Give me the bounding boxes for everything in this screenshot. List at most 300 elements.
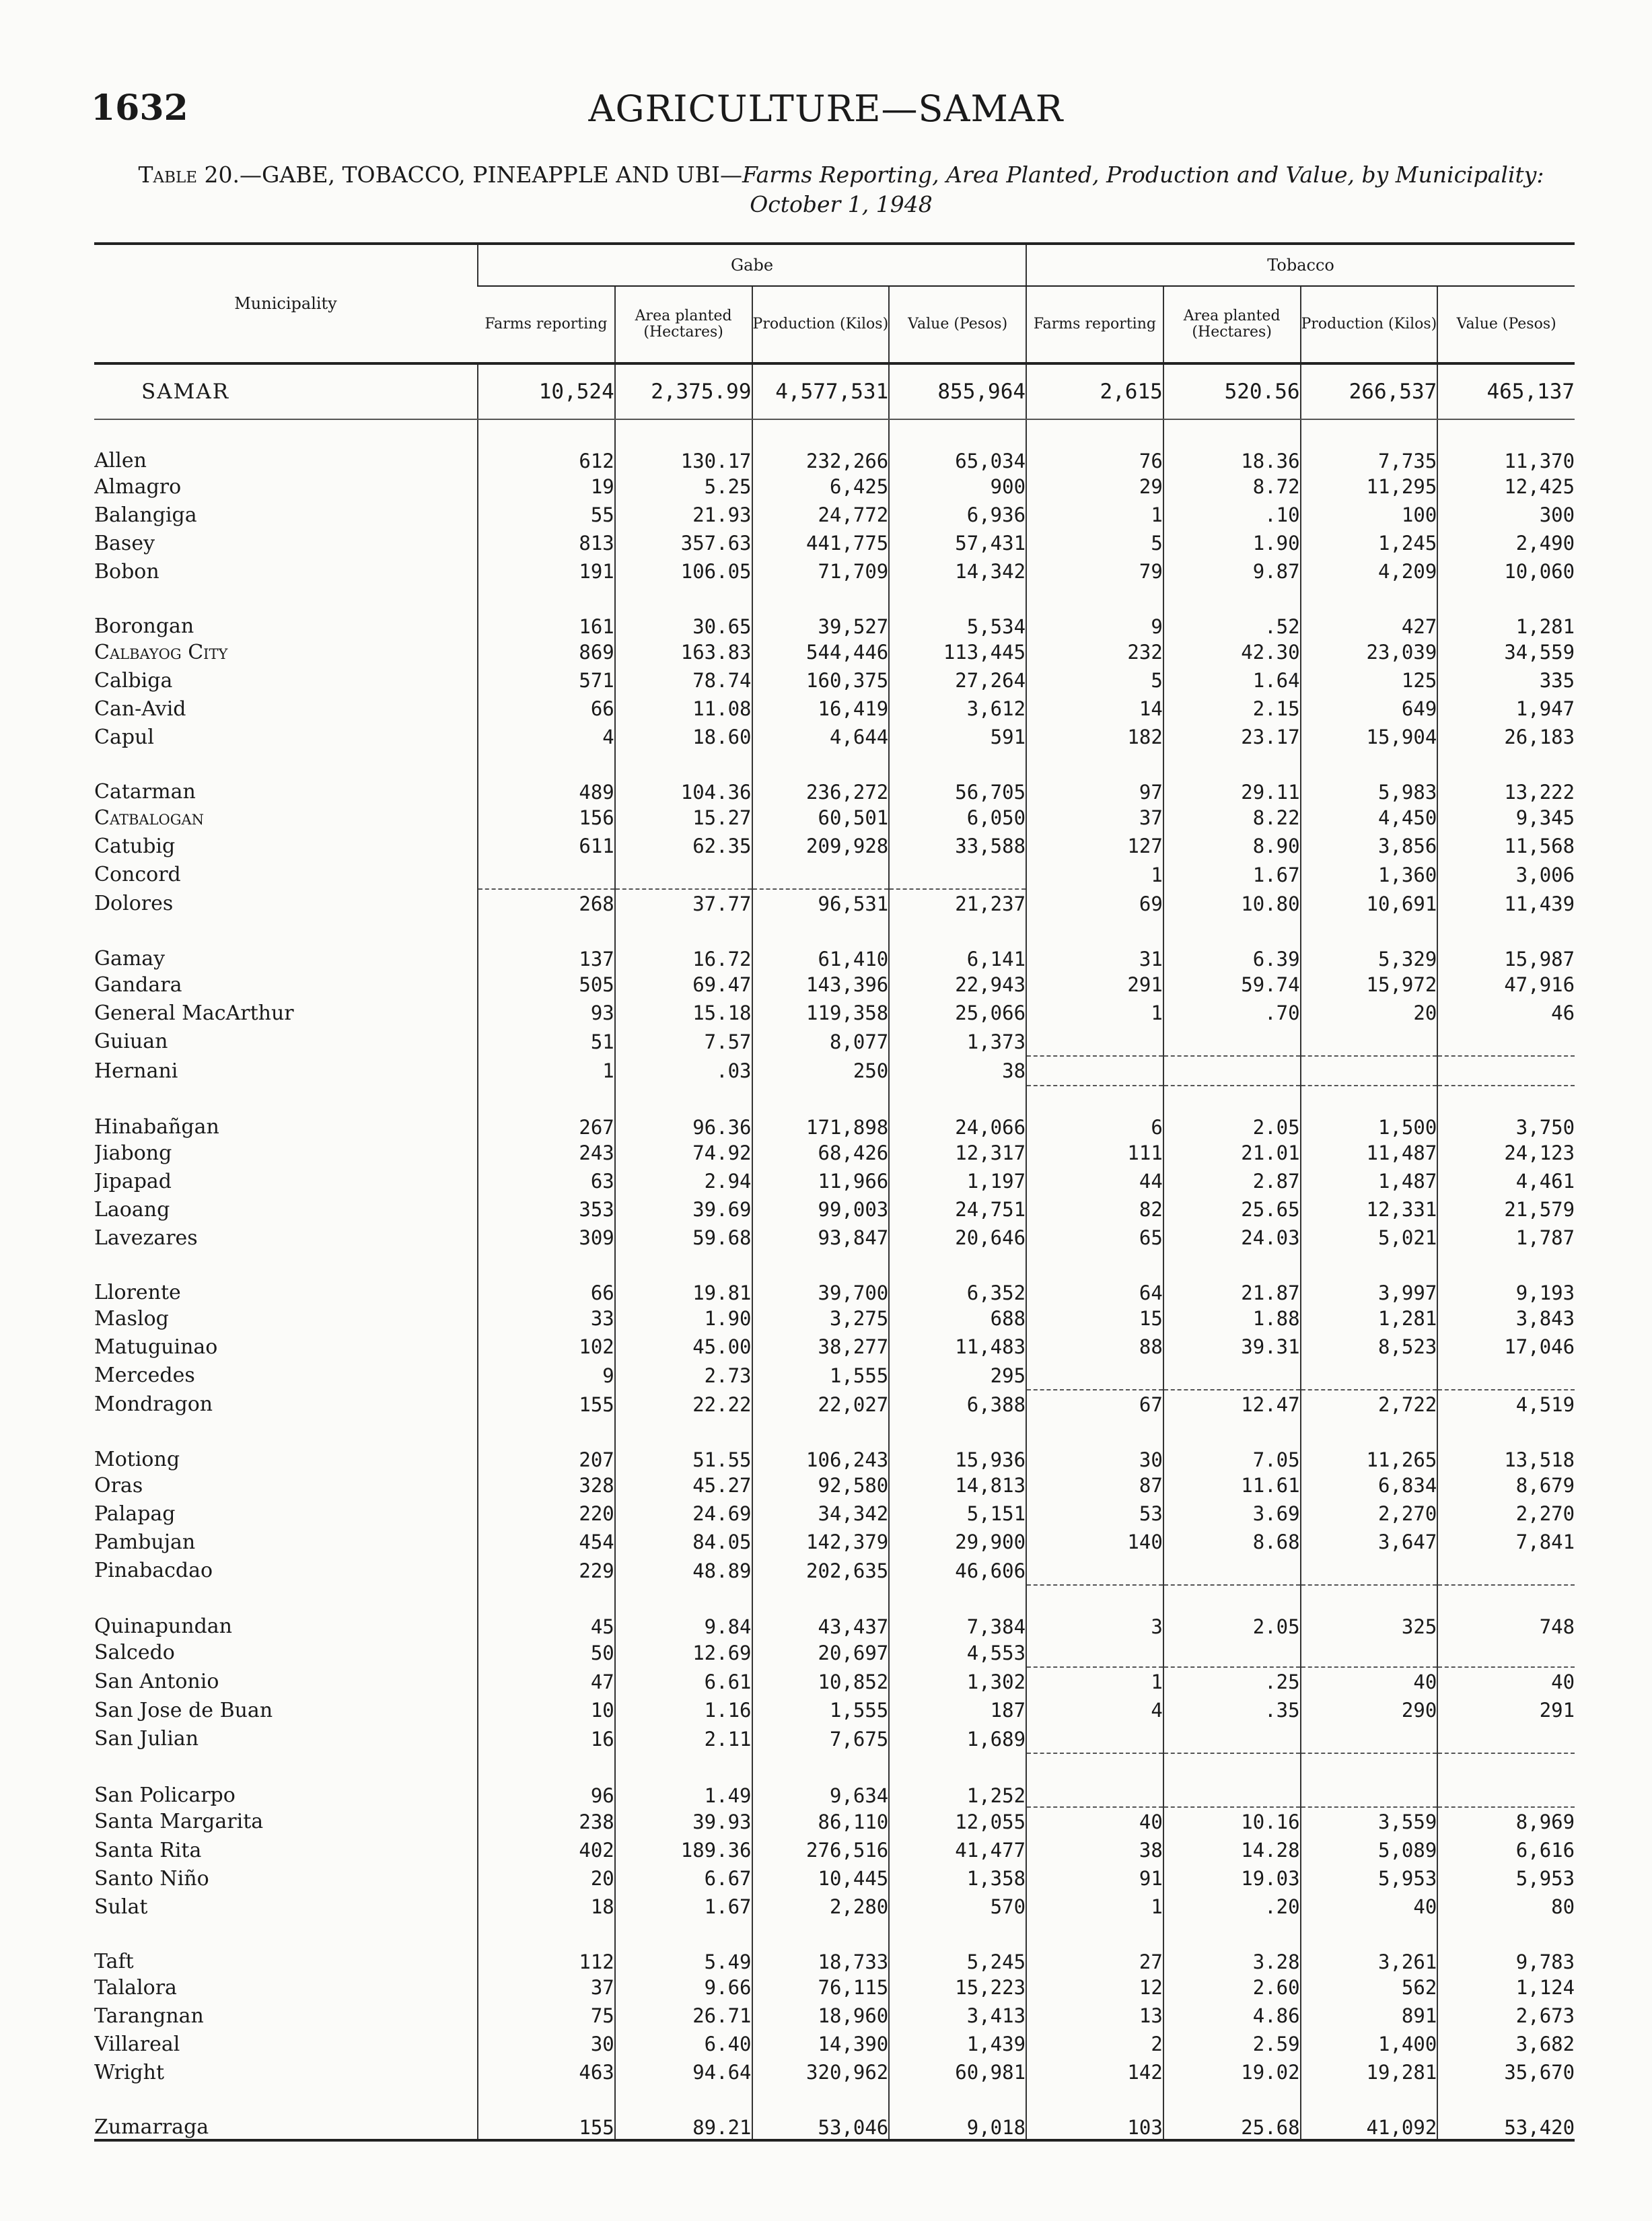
data-cell: 96,531 bbox=[752, 889, 890, 918]
municipality-name: Hernani bbox=[94, 1059, 178, 1083]
data-cell: .25 bbox=[1163, 1667, 1301, 1696]
data-cell: 56,705 bbox=[889, 751, 1026, 804]
data-cell: 2,673 bbox=[1437, 2002, 1575, 2030]
data-cell: 3,682 bbox=[1437, 2030, 1575, 2058]
data-cell: 7.57 bbox=[615, 1027, 752, 1056]
municipality-name: Dolores bbox=[94, 892, 174, 915]
data-cell: 1.67 bbox=[1163, 860, 1301, 889]
data-cell: 1,360 bbox=[1301, 860, 1438, 889]
data-cell: 25.65 bbox=[1163, 1195, 1301, 1224]
data-cell: 5,534 bbox=[889, 586, 1026, 638]
data-cell: 111 bbox=[1026, 1139, 1163, 1167]
municipality-name: Mercedes bbox=[94, 1364, 195, 1387]
total-cell: 520.56 bbox=[1163, 363, 1301, 419]
municipality-name: Pambujan bbox=[94, 1530, 196, 1554]
data-cell: 22.22 bbox=[615, 1390, 752, 1419]
data-cell: 171,898 bbox=[752, 1086, 890, 1139]
data-cell: 1 bbox=[1026, 1893, 1163, 1921]
data-cell: 1,947 bbox=[1437, 695, 1575, 723]
data-cell: 39.31 bbox=[1163, 1333, 1301, 1361]
data-cell: 78.74 bbox=[615, 666, 752, 695]
municipality-name: Gamay bbox=[94, 947, 166, 971]
table-row bbox=[94, 1585, 1575, 1638]
data-cell: 15,987 bbox=[1437, 918, 1575, 971]
municipality-name: Palapag bbox=[94, 1502, 176, 1526]
data-cell: 140 bbox=[1026, 1528, 1163, 1556]
data-cell: 3,843 bbox=[1437, 1304, 1575, 1333]
data-cell: 19.02 bbox=[1163, 2058, 1301, 2086]
data-cell: 8.72 bbox=[1163, 472, 1301, 501]
data-cell: 5,245 bbox=[889, 1921, 1026, 1973]
data-cell: 6,936 bbox=[889, 501, 1026, 529]
municipality-name: Matuguinao bbox=[94, 1335, 218, 1359]
data-cell: 1 bbox=[478, 1056, 615, 1086]
data-cell: 65,034 bbox=[889, 419, 1026, 472]
data-cell: 82 bbox=[1026, 1195, 1163, 1224]
data-cell: 328 bbox=[478, 1471, 615, 1500]
data-cell: 142,379 bbox=[752, 1528, 890, 1556]
table-row bbox=[94, 832, 1575, 860]
data-cell: 87 bbox=[1026, 1471, 1163, 1500]
data-cell: 11.08 bbox=[615, 695, 752, 723]
data-cell bbox=[1163, 1056, 1301, 1086]
data-cell: 900 bbox=[889, 472, 1026, 501]
data-cell: 155 bbox=[478, 2086, 615, 2140]
data-cell: 11,966 bbox=[752, 1167, 890, 1195]
data-cell: 1,555 bbox=[752, 1696, 890, 1724]
data-cell: 5,021 bbox=[1301, 1224, 1438, 1252]
municipality-name: Maslog bbox=[94, 1306, 169, 1331]
data-cell: 57,431 bbox=[889, 529, 1026, 557]
municipality-name: Bobon bbox=[94, 559, 159, 584]
data-cell: 3,006 bbox=[1437, 860, 1575, 889]
data-cell: 209,928 bbox=[752, 832, 890, 860]
table-row bbox=[94, 2030, 1575, 2058]
data-cell: 1 bbox=[1026, 1667, 1163, 1696]
data-cell: 76 bbox=[1026, 419, 1163, 472]
data-cell: .70 bbox=[1163, 999, 1301, 1027]
data-cell: 10.80 bbox=[1163, 889, 1301, 918]
table-body bbox=[94, 363, 1575, 2140]
table-row bbox=[94, 1333, 1575, 1361]
municipality-name: Quinapundan bbox=[94, 1615, 232, 1638]
data-cell: 4,644 bbox=[752, 723, 890, 751]
data-cell: 27,264 bbox=[889, 666, 1026, 695]
data-cell: 47 bbox=[478, 1667, 615, 1696]
table-row bbox=[94, 860, 1575, 889]
data-cell: 6,352 bbox=[889, 1252, 1026, 1304]
data-cell: .03 bbox=[615, 1056, 752, 1086]
data-cell bbox=[1163, 1027, 1301, 1056]
data-cell: 6.61 bbox=[615, 1667, 752, 1696]
data-cell: 20 bbox=[478, 1864, 615, 1893]
data-cell: 127 bbox=[1026, 832, 1163, 860]
data-cell: 97 bbox=[1026, 751, 1163, 804]
data-cell: 5.25 bbox=[615, 472, 752, 501]
municipality-name: Jipapad bbox=[94, 1169, 172, 1193]
data-cell: 1,373 bbox=[889, 1027, 1026, 1056]
municipality-name: Pinabacdao bbox=[94, 1559, 213, 1582]
data-cell: 39.93 bbox=[615, 1807, 752, 1836]
data-cell: 21.87 bbox=[1163, 1252, 1301, 1304]
data-cell: 6,425 bbox=[752, 472, 890, 501]
data-cell: 21.93 bbox=[615, 501, 752, 529]
data-cell bbox=[1301, 1556, 1438, 1585]
data-cell: 238 bbox=[478, 1807, 615, 1836]
data-cell: 9,783 bbox=[1437, 1921, 1575, 1973]
data-cell: 243 bbox=[478, 1139, 615, 1167]
data-cell: 9,345 bbox=[1437, 804, 1575, 832]
data-cell: 48.89 bbox=[615, 1556, 752, 1585]
total-cell: 2,375.99 bbox=[615, 363, 752, 419]
table-row bbox=[94, 751, 1575, 804]
data-cell: 463 bbox=[478, 2058, 615, 2086]
data-cell: 489 bbox=[478, 751, 615, 804]
table-row bbox=[94, 557, 1575, 586]
data-cell: 23.17 bbox=[1163, 723, 1301, 751]
data-cell: 88 bbox=[1026, 1333, 1163, 1361]
data-cell: 25.68 bbox=[1163, 2086, 1301, 2140]
data-cell: 37 bbox=[478, 1973, 615, 2002]
municipality-name: Santo Niño bbox=[94, 1866, 209, 1891]
data-cell: 189.36 bbox=[615, 1836, 752, 1864]
data-cell: 142 bbox=[1026, 2058, 1163, 2086]
data-cell bbox=[889, 860, 1026, 889]
column-header: Area planted (Hectares) bbox=[1163, 286, 1301, 363]
table-row bbox=[94, 971, 1575, 999]
data-cell: 3,559 bbox=[1301, 1807, 1438, 1836]
data-cell: 125 bbox=[1301, 666, 1438, 695]
data-cell: 96.36 bbox=[615, 1086, 752, 1139]
data-cell: 232,266 bbox=[752, 419, 890, 472]
data-cell bbox=[1437, 1753, 1575, 1807]
data-cell: 268 bbox=[478, 889, 615, 918]
data-table bbox=[94, 242, 1575, 2142]
data-cell: 63 bbox=[478, 1167, 615, 1195]
data-cell: 19,281 bbox=[1301, 2058, 1438, 2086]
data-cell: 40 bbox=[1301, 1893, 1438, 1921]
data-cell: 5,329 bbox=[1301, 918, 1438, 971]
data-cell: 15,972 bbox=[1301, 971, 1438, 999]
municipality-name: Motiong bbox=[94, 1448, 180, 1471]
municipality-name: Catarman bbox=[94, 780, 196, 804]
data-cell: 160,375 bbox=[752, 666, 890, 695]
data-cell: 5,151 bbox=[889, 1500, 1026, 1528]
data-cell: 8,077 bbox=[752, 1027, 890, 1056]
data-cell: 591 bbox=[889, 723, 1026, 751]
table-row bbox=[94, 1252, 1575, 1304]
data-cell: 51 bbox=[478, 1027, 615, 1056]
data-cell: 29.11 bbox=[1163, 751, 1301, 804]
table-row bbox=[94, 1921, 1575, 1973]
data-cell: 43,437 bbox=[752, 1585, 890, 1638]
table-row bbox=[94, 1724, 1575, 1753]
data-cell: 60,981 bbox=[889, 2058, 1026, 2086]
data-cell: 2.87 bbox=[1163, 1167, 1301, 1195]
data-cell: 74.92 bbox=[615, 1139, 752, 1167]
data-cell: 94.64 bbox=[615, 2058, 752, 2086]
data-cell: 3.28 bbox=[1163, 1921, 1301, 1973]
table-row bbox=[94, 1807, 1575, 1836]
data-cell bbox=[1301, 1056, 1438, 1086]
municipality-name: Concord bbox=[94, 863, 181, 886]
table-row bbox=[94, 1836, 1575, 1864]
data-cell: 99,003 bbox=[752, 1195, 890, 1224]
table-row bbox=[94, 695, 1575, 723]
table-row bbox=[94, 918, 1575, 971]
data-cell: 15,936 bbox=[889, 1419, 1026, 1471]
data-cell: 4.86 bbox=[1163, 2002, 1301, 2030]
data-cell: 320,962 bbox=[752, 2058, 890, 2086]
data-cell: 15,904 bbox=[1301, 723, 1438, 751]
data-cell: 45.00 bbox=[615, 1333, 752, 1361]
data-cell: 1,302 bbox=[889, 1667, 1026, 1696]
data-cell: 21,579 bbox=[1437, 1195, 1575, 1224]
caption-label: Table 20. bbox=[138, 162, 240, 188]
table-row bbox=[94, 804, 1575, 832]
municipality-name: Sulat bbox=[94, 1895, 148, 1919]
data-cell: 11,487 bbox=[1301, 1139, 1438, 1167]
data-cell: 5,953 bbox=[1301, 1864, 1438, 1893]
data-cell: 505 bbox=[478, 971, 615, 999]
data-cell: 1,787 bbox=[1437, 1224, 1575, 1252]
data-cell: 3,612 bbox=[889, 695, 1026, 723]
data-cell: 229 bbox=[478, 1556, 615, 1585]
table-row bbox=[94, 723, 1575, 751]
data-cell: 18,960 bbox=[752, 2002, 890, 2030]
data-cell bbox=[1301, 1724, 1438, 1753]
data-cell: 402 bbox=[478, 1836, 615, 1864]
table-row bbox=[94, 1667, 1575, 1696]
data-cell: 6,616 bbox=[1437, 1836, 1575, 1864]
data-cell: 236,272 bbox=[752, 751, 890, 804]
data-cell: 24,123 bbox=[1437, 1139, 1575, 1167]
data-cell: 12,055 bbox=[889, 1807, 1026, 1836]
municipality-name: Calbiga bbox=[94, 668, 173, 693]
data-cell: 1,487 bbox=[1301, 1167, 1438, 1195]
municipality-name: Calbayog City bbox=[94, 640, 228, 664]
data-cell: 161 bbox=[478, 586, 615, 638]
data-cell: 15.18 bbox=[615, 999, 752, 1027]
data-cell: 38 bbox=[1026, 1836, 1163, 1864]
data-cell: 18 bbox=[478, 1893, 615, 1921]
data-cell: 1,197 bbox=[889, 1167, 1026, 1195]
data-cell: 130.17 bbox=[615, 419, 752, 472]
data-cell: 163.83 bbox=[615, 638, 752, 666]
data-cell: 11,483 bbox=[889, 1333, 1026, 1361]
data-cell: 100 bbox=[1301, 501, 1438, 529]
data-cell bbox=[1026, 1724, 1163, 1753]
data-cell bbox=[1163, 1556, 1301, 1585]
data-cell: 309 bbox=[478, 1224, 615, 1252]
table-row bbox=[94, 1893, 1575, 1921]
data-cell: 5 bbox=[1026, 666, 1163, 695]
data-cell: 42.30 bbox=[1163, 638, 1301, 666]
data-cell: 1.67 bbox=[615, 1893, 752, 1921]
table-row bbox=[94, 1864, 1575, 1893]
data-cell: 1,252 bbox=[889, 1753, 1026, 1807]
table-row bbox=[94, 1027, 1575, 1056]
column-header: Production (Kilos) bbox=[1301, 286, 1438, 363]
data-cell: 22,943 bbox=[889, 971, 1026, 999]
data-cell: 2,280 bbox=[752, 1893, 890, 1921]
data-cell: 7,384 bbox=[889, 1585, 1026, 1638]
table-row bbox=[94, 1361, 1575, 1390]
data-cell: 1.88 bbox=[1163, 1304, 1301, 1333]
data-cell: 75 bbox=[478, 2002, 615, 2030]
data-cell: 14,342 bbox=[889, 557, 1026, 586]
data-cell bbox=[1026, 1056, 1163, 1086]
data-cell: 1.90 bbox=[1163, 529, 1301, 557]
data-cell: 89.21 bbox=[615, 2086, 752, 2140]
municipality-name: San Antonio bbox=[94, 1670, 219, 1693]
data-cell: 11.61 bbox=[1163, 1471, 1301, 1500]
municipality-header: Municipality bbox=[94, 244, 478, 363]
data-cell: 19.81 bbox=[615, 1252, 752, 1304]
municipality-name: Mondragon bbox=[94, 1392, 213, 1416]
data-cell: 3,856 bbox=[1301, 832, 1438, 860]
data-cell: 2,270 bbox=[1301, 1500, 1438, 1528]
data-cell: 46 bbox=[1437, 999, 1575, 1027]
data-cell: 15,223 bbox=[889, 1973, 1026, 2002]
table-row bbox=[94, 1696, 1575, 1724]
municipality-name: Allen bbox=[94, 449, 147, 472]
data-cell: .10 bbox=[1163, 501, 1301, 529]
data-cell: 29,900 bbox=[889, 1528, 1026, 1556]
data-cell: 325 bbox=[1301, 1585, 1438, 1638]
data-cell bbox=[1437, 1056, 1575, 1086]
data-cell: 1,439 bbox=[889, 2030, 1026, 2058]
data-cell: 891 bbox=[1301, 2002, 1438, 2030]
data-cell bbox=[752, 860, 890, 889]
data-cell: 45.27 bbox=[615, 1471, 752, 1500]
data-cell: 207 bbox=[478, 1419, 615, 1471]
data-cell: 570 bbox=[889, 1893, 1026, 1921]
data-cell: .20 bbox=[1163, 1893, 1301, 1921]
table-row bbox=[94, 2086, 1575, 2140]
table-row bbox=[94, 1528, 1575, 1556]
data-cell: 1 bbox=[1026, 501, 1163, 529]
municipality-name: San Policarpo bbox=[94, 1784, 236, 1807]
data-cell: 3,261 bbox=[1301, 1921, 1438, 1973]
data-cell: 60,501 bbox=[752, 804, 890, 832]
data-cell: 12,331 bbox=[1301, 1195, 1438, 1224]
data-cell: 1.16 bbox=[615, 1696, 752, 1724]
data-cell: 106,243 bbox=[752, 1419, 890, 1471]
data-cell: 182 bbox=[1026, 723, 1163, 751]
data-cell: 55 bbox=[478, 501, 615, 529]
municipality-name: Taft bbox=[94, 1950, 134, 1973]
data-cell: 24,772 bbox=[752, 501, 890, 529]
table-row bbox=[94, 1556, 1575, 1585]
data-cell: 1,358 bbox=[889, 1864, 1026, 1893]
data-cell: 14.28 bbox=[1163, 1836, 1301, 1864]
data-cell: 9 bbox=[478, 1361, 615, 1390]
data-cell: 1,281 bbox=[1437, 586, 1575, 638]
data-cell bbox=[1163, 1724, 1301, 1753]
data-cell: 86,110 bbox=[752, 1807, 890, 1836]
data-cell bbox=[1163, 1361, 1301, 1390]
data-cell: 33,588 bbox=[889, 832, 1026, 860]
data-cell: .52 bbox=[1163, 586, 1301, 638]
data-cell: 37 bbox=[1026, 804, 1163, 832]
data-cell: 6 bbox=[1026, 1086, 1163, 1139]
data-cell: 51.55 bbox=[615, 1419, 752, 1471]
data-cell: 5.49 bbox=[615, 1921, 752, 1973]
table-row bbox=[94, 1139, 1575, 1167]
table-caption bbox=[135, 160, 1548, 219]
data-cell: 12 bbox=[1026, 1973, 1163, 2002]
data-cell: 22,027 bbox=[752, 1390, 890, 1419]
data-cell: 20,697 bbox=[752, 1638, 890, 1667]
group-header-tobacco: Tobacco bbox=[1026, 244, 1575, 286]
column-header: Value (Pesos) bbox=[1437, 286, 1575, 363]
data-cell: 748 bbox=[1437, 1585, 1575, 1638]
table-row bbox=[94, 1304, 1575, 1333]
data-cell: 46,606 bbox=[889, 1556, 1026, 1585]
data-cell bbox=[1301, 1027, 1438, 1056]
data-cell: 5,983 bbox=[1301, 751, 1438, 804]
data-cell: 34,342 bbox=[752, 1500, 890, 1528]
data-cell: 67 bbox=[1026, 1390, 1163, 1419]
data-cell: 68,426 bbox=[752, 1139, 890, 1167]
data-cell: 13 bbox=[1026, 2002, 1163, 2030]
data-cell: 291 bbox=[1026, 971, 1163, 999]
data-cell: 441,775 bbox=[752, 529, 890, 557]
data-cell: 30.65 bbox=[615, 586, 752, 638]
data-cell: 17,046 bbox=[1437, 1333, 1575, 1361]
data-cell: 37.77 bbox=[615, 889, 752, 918]
data-cell: 2.15 bbox=[1163, 695, 1301, 723]
table-row bbox=[94, 472, 1575, 501]
data-cell: 50 bbox=[478, 1638, 615, 1667]
table-row bbox=[94, 1195, 1575, 1224]
data-cell: 9,634 bbox=[752, 1753, 890, 1807]
data-cell: 30 bbox=[1026, 1419, 1163, 1471]
data-cell: 21,237 bbox=[889, 889, 1026, 918]
data-cell bbox=[1437, 1556, 1575, 1585]
data-cell: 65 bbox=[1026, 1224, 1163, 1252]
data-cell: 4,519 bbox=[1437, 1390, 1575, 1419]
column-header: Value (Pesos) bbox=[889, 286, 1026, 363]
data-cell: 6.39 bbox=[1163, 918, 1301, 971]
data-cell: 6,141 bbox=[889, 918, 1026, 971]
data-cell: 102 bbox=[478, 1333, 615, 1361]
municipality-name: San Julian bbox=[94, 1727, 199, 1751]
data-cell: 612 bbox=[478, 419, 615, 472]
municipality-name: Can-Avid bbox=[94, 697, 186, 721]
data-cell: 12.69 bbox=[615, 1638, 752, 1667]
municipality-name: San Jose de Buan bbox=[94, 1698, 273, 1722]
data-cell: 3,647 bbox=[1301, 1528, 1438, 1556]
total-cell: 2,615 bbox=[1026, 363, 1163, 419]
data-cell: 2,722 bbox=[1301, 1390, 1438, 1419]
data-cell: 7,675 bbox=[752, 1724, 890, 1753]
data-cell: 1,689 bbox=[889, 1724, 1026, 1753]
data-cell: 5,953 bbox=[1437, 1864, 1575, 1893]
data-cell: 23,039 bbox=[1301, 638, 1438, 666]
data-cell: 104.36 bbox=[615, 751, 752, 804]
data-cell: 11,265 bbox=[1301, 1419, 1438, 1471]
data-cell bbox=[1026, 1556, 1163, 1585]
data-cell: 1,500 bbox=[1301, 1086, 1438, 1139]
municipality-name: Hinabañgan bbox=[94, 1115, 219, 1139]
data-cell: 9,018 bbox=[889, 2086, 1026, 2140]
data-cell: 33 bbox=[478, 1304, 615, 1333]
data-cell: 10.16 bbox=[1163, 1807, 1301, 1836]
data-cell: 38,277 bbox=[752, 1333, 890, 1361]
table-row bbox=[94, 1086, 1575, 1139]
